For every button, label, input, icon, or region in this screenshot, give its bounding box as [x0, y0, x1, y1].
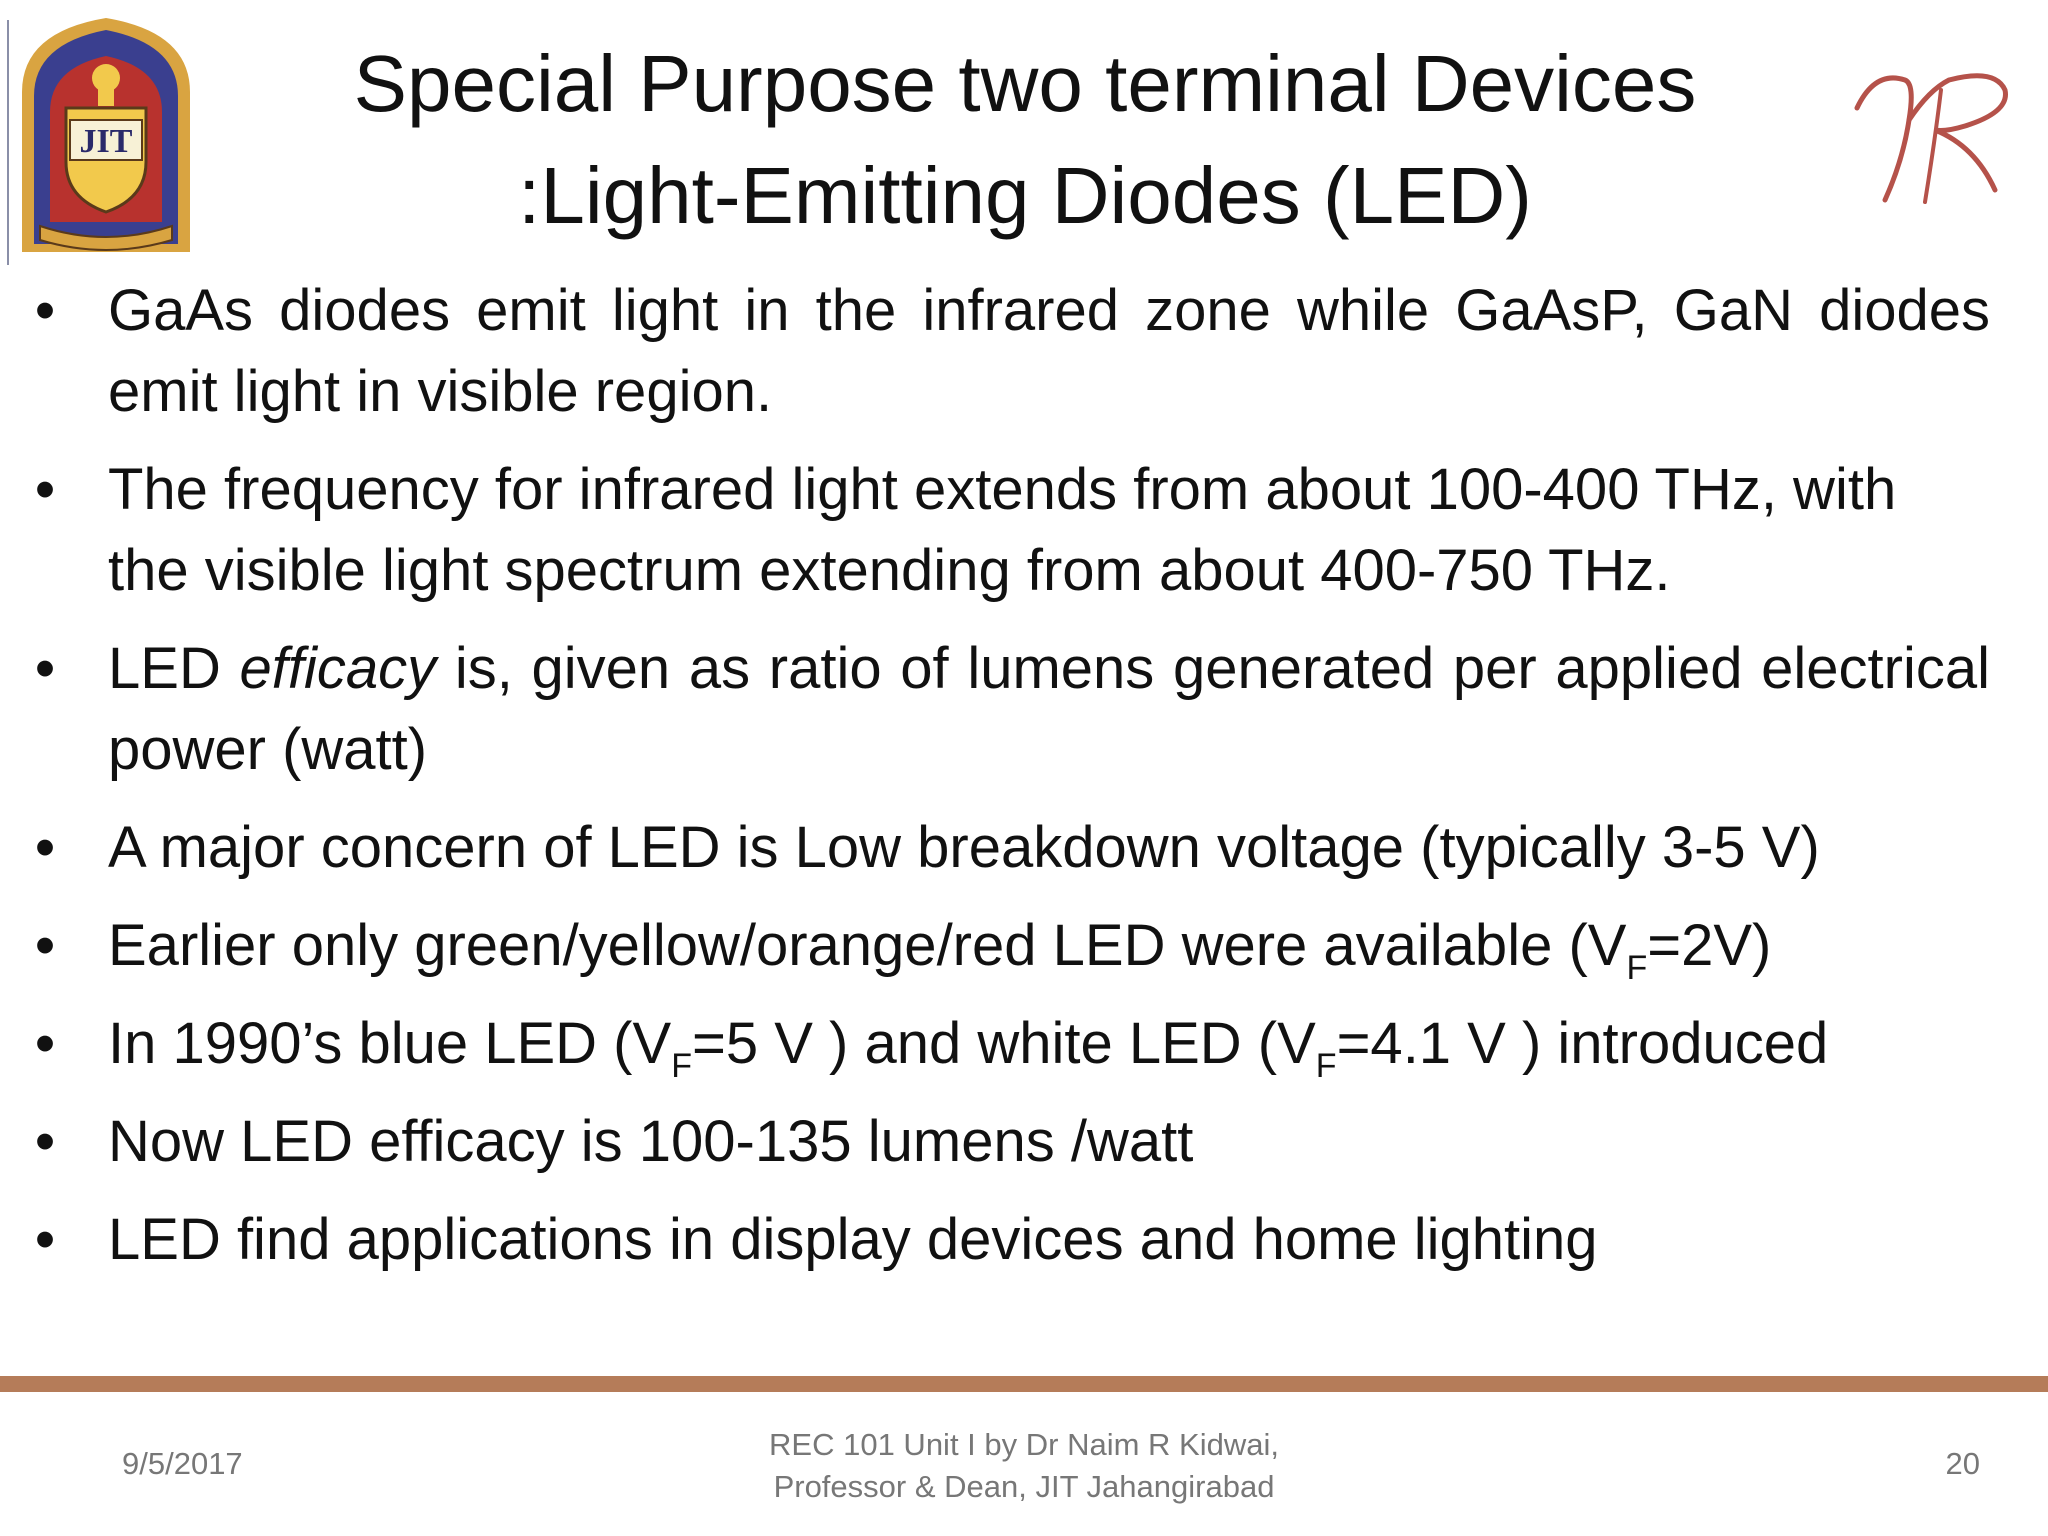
- bullet-item: [30, 905, 1990, 986]
- footer-date: 9/5/2017: [122, 1446, 243, 1481]
- bullet-marker: •: [34, 913, 56, 978]
- subscript-f: F: [1626, 949, 1648, 987]
- footer-line-2: Professor & Dean, JIT Jahangirabad: [773, 1469, 1275, 1504]
- bullet-marker: •: [34, 278, 56, 343]
- footer-author-info: [624, 1424, 1424, 1508]
- monogram-icon: [1845, 50, 2020, 220]
- slide-title: [220, 28, 1830, 252]
- footer-divider-bar: [0, 1376, 2048, 1392]
- bullet-text: The frequency for infrared light extends from about 100-400 THz, with the visible light spectrum extending from about 400-750 THz.: [108, 457, 1897, 603]
- left-edge-line: [7, 20, 9, 265]
- subscript-f: F: [1315, 1047, 1337, 1085]
- subscript-f: F: [671, 1047, 692, 1085]
- bullet-item: [30, 270, 1990, 432]
- bullet-list: [30, 270, 1990, 1297]
- bullet-item: [30, 449, 1990, 611]
- bullet-marker: •: [34, 1109, 56, 1174]
- bullet-item: [30, 807, 1990, 888]
- bullet-text: A major concern of LED is Low breakdown voltage (typically 3-5 V): [108, 815, 1820, 880]
- title-line-2: :Light-Emitting Diodes (LED): [518, 151, 1532, 240]
- bullet-text: LED efficacy is, given as ratio of lumens generated per applied electrical power (watt): [108, 636, 1990, 782]
- emphasis-efficacy: efficacy: [239, 636, 437, 701]
- bullet-text: Earlier only green/yellow/orange/red LED were available $(V_F=2V)$: [108, 913, 1772, 987]
- bullet-marker: •: [34, 1011, 56, 1076]
- crest-icon: [10, 12, 202, 260]
- bullet-marker: •: [34, 815, 56, 880]
- bullet-text: Now LED efficacy is 100-135 lumens /watt: [108, 1109, 1194, 1174]
- bullet-text: LED find applications in display devices and home lighting: [108, 1207, 1598, 1272]
- bullet-marker: •: [34, 1207, 56, 1272]
- bullet-text: GaAs diodes emit light in the infrared zone while GaAsP, GaN diodes emit light in visible region.: [108, 278, 1990, 424]
- title-line-1: Special Purpose two terminal Devices: [353, 39, 1697, 128]
- bullet-item: [30, 628, 1990, 790]
- institute-logo: [10, 12, 202, 260]
- page-number: 20: [1945, 1446, 1980, 1481]
- bullet-item: [30, 1003, 1990, 1084]
- bullet-item: [30, 1199, 1990, 1280]
- author-monogram: [1845, 50, 2020, 220]
- svg-text:JIT: JIT: [79, 123, 133, 160]
- bullet-marker: •: [34, 457, 56, 522]
- bullet-item: [30, 1101, 1990, 1182]
- bullet-text: In 1990’s blue LED ($V_F=5$ V ) and white LED ($V_F=4.1$ V ) introduced: [108, 1011, 1829, 1085]
- bullet-marker: •: [34, 636, 56, 701]
- footer-line-1: REC 101 Unit I by Dr Naim R Kidwai,: [769, 1427, 1279, 1462]
